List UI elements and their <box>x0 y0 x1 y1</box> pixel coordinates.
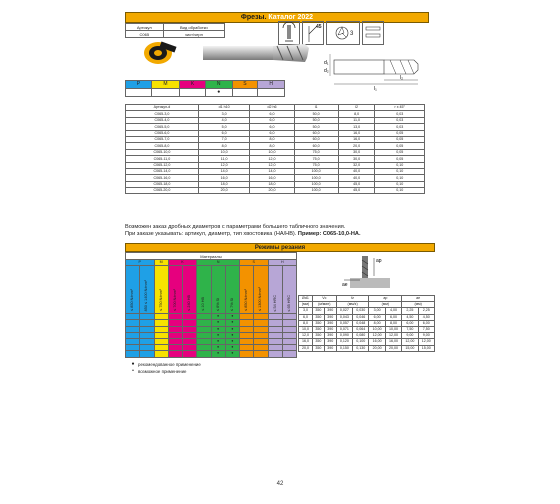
table-cell: 4,0 <box>198 117 250 123</box>
material-column-header <box>140 266 154 314</box>
parameter-cell: 6,00 <box>385 314 401 320</box>
parameter-cell: 12,0 <box>299 333 313 339</box>
unit-ae: (мм) <box>402 302 435 308</box>
parameter-cell: 8,00 <box>369 320 385 326</box>
table-cell: 6,0 <box>250 130 294 136</box>
parameter-cell: 9,00 <box>418 333 434 339</box>
table-cell: C065-14,0 <box>126 168 199 174</box>
table-cell: 75,0 <box>294 149 338 155</box>
table-cell: C065-20,0 <box>126 188 199 194</box>
parameter-cell: 6,00 <box>418 320 434 326</box>
col-l1: l1 <box>294 105 338 111</box>
parameter-cell: 350 <box>312 345 324 351</box>
parameter-cell: 16,0 <box>299 339 313 345</box>
parameter-cell: 350 <box>312 314 324 320</box>
table-cell: 10,0 <box>198 149 250 155</box>
material-column-label: ≤ 65 HRC <box>286 294 291 312</box>
table-cell: 16,0 <box>338 136 375 142</box>
parameter-cell: 350 <box>312 320 324 326</box>
parameter-cell: 6,0 <box>299 314 313 320</box>
material-column-header <box>197 266 211 314</box>
material-p: P <box>126 81 152 89</box>
svg-text:d₁: d₁ <box>324 60 329 66</box>
table-cell: 50,0 <box>294 124 338 130</box>
material-strip <box>125 80 285 97</box>
table-cell: 0,10 <box>375 181 425 187</box>
table-cell: 30,0 <box>338 156 375 162</box>
table-cell: 20,0 <box>198 188 250 194</box>
parameter-cell: 7,50 <box>418 326 434 332</box>
unit-ap: (мм) <box>369 302 402 308</box>
material-mark-cell <box>154 351 168 357</box>
parameter-cell: 4,00 <box>385 308 401 314</box>
material-column-label: ≤ 1300 N/mm² <box>258 287 263 312</box>
table-cell: 0,10 <box>375 188 425 194</box>
parameter-cell: 0,064 <box>353 326 369 332</box>
material-column-label: ≤ 6% Si <box>215 298 220 312</box>
table-cell: C065-6,0 <box>126 130 199 136</box>
parameter-cell: 8,00 <box>385 320 401 326</box>
table-cell: C065-12,0 <box>126 162 199 168</box>
parameter-cell: 20,00 <box>369 345 385 351</box>
parameter-cell: 12,00 <box>402 339 418 345</box>
material-column-label: ≤ 240 HB <box>187 295 192 312</box>
material-mark-cell <box>183 351 197 357</box>
parameter-cell: 0,150 <box>336 345 352 351</box>
col-d2: d2 h6 <box>250 105 294 111</box>
material-mark-cell: ● <box>225 332 239 338</box>
col-article: Артикул-d <box>126 105 199 111</box>
material-mark-cell: ● <box>211 314 225 320</box>
possible-text: возможное применение <box>138 369 187 374</box>
material-column-label: ≤ 850 N/mm² <box>130 289 135 312</box>
brand-logo-icon <box>140 38 180 68</box>
table-cell: 11,0 <box>338 117 375 123</box>
parameter-cell: 20,00 <box>385 345 401 351</box>
parameter-cell: 390 <box>324 326 336 332</box>
order-note-example: Пример: C065-10,0-HA. <box>297 231 361 237</box>
legend-item-possible <box>128 368 201 375</box>
parameter-cell: 0,071 <box>336 326 352 332</box>
material-mark-cell: ● <box>211 338 225 344</box>
table-cell: 0,10 <box>375 162 425 168</box>
possible-mark: • <box>132 368 134 374</box>
parameter-cell: 0,100 <box>353 339 369 345</box>
table-cell: C065-10,0 <box>126 149 199 155</box>
unit-d1: (мм) <box>299 302 313 308</box>
group-m: M <box>154 260 168 266</box>
flutes-count: 3 <box>350 31 354 37</box>
parameter-cell: 390 <box>324 308 336 314</box>
parameter-cell: 0,090 <box>336 333 352 339</box>
cutting-diagram <box>340 254 400 292</box>
table-cell: 18,0 <box>198 181 250 187</box>
material-column-header <box>183 266 197 314</box>
legend-item-recommended <box>128 361 201 368</box>
table-cell: 6,0 <box>250 111 294 117</box>
table-cell: 6,0 <box>250 124 294 130</box>
parameter-cell: 12,00 <box>385 333 401 339</box>
material-mark-cell: ● <box>225 326 239 332</box>
table-cell: 40,0 <box>338 175 375 181</box>
parameter-cell: 0,120 <box>336 339 352 345</box>
parameter-cell: 390 <box>324 314 336 320</box>
table-cell: 60,0 <box>294 130 338 136</box>
table-cell: 8,0 <box>338 111 375 117</box>
material-mark-cell: ● <box>211 332 225 338</box>
parameter-cell: 350 <box>312 326 324 332</box>
table-cell: C065-8,0 <box>126 143 199 149</box>
parameter-cell: 0,030 <box>353 308 369 314</box>
parameter-cell: 10,0 <box>299 326 313 332</box>
table-cell: C065-16,0 <box>126 175 199 181</box>
table-cell: 5,0 <box>198 124 250 130</box>
material-column-label: ≤ 850 N/mm² <box>244 289 249 312</box>
material-column-label: 850 ≤ 1400 N/mm² <box>144 279 149 312</box>
table-cell: 8,0 <box>198 143 250 149</box>
material-column-header <box>268 266 282 314</box>
parameter-cell: 10,00 <box>385 326 401 332</box>
parameter-cell: 16,00 <box>369 339 385 345</box>
parameter-cell: 390 <box>324 339 336 345</box>
material-column-header <box>126 266 140 314</box>
param-ae: ae <box>402 296 435 302</box>
cutter-photo <box>185 28 315 78</box>
tolerance-icon-box <box>362 21 384 45</box>
table-cell: C065-4,0 <box>126 117 199 123</box>
table-cell: 12,0 <box>250 156 294 162</box>
table-cell: 11,0 <box>198 156 250 162</box>
table-cell: 30,0 <box>338 149 375 155</box>
article-value: C065 <box>126 31 164 38</box>
material-s: S <box>232 81 258 89</box>
parameter-cell: 0,043 <box>336 314 352 320</box>
parameter-cell: 390 <box>324 333 336 339</box>
materials-label: Материалы <box>126 253 297 260</box>
parameter-cell: 0,130 <box>353 345 369 351</box>
table-cell: C065-18,0 <box>126 181 199 187</box>
article-header: Артикул <box>126 24 164 31</box>
table-cell: 14,0 <box>250 168 294 174</box>
parameter-cell: 12,00 <box>418 339 434 345</box>
material-column-label: ≤ 54 HRC <box>272 294 277 312</box>
param-vc: Vc <box>312 296 336 302</box>
table-cell: 60,0 <box>294 136 338 142</box>
parameter-cell: 20,0 <box>299 345 313 351</box>
table-cell: 0,03 <box>375 111 425 117</box>
table-cell: 50,0 <box>294 117 338 123</box>
table-cell: 20,0 <box>250 188 294 194</box>
group-s: S <box>240 260 269 266</box>
material-column-header <box>282 266 296 314</box>
dimension-table <box>125 104 425 194</box>
flutes-icon-box <box>326 21 360 45</box>
material-column-label: ≤ 750 N/mm² <box>158 289 163 312</box>
col-l2: l2 <box>338 105 375 111</box>
table-cell: 75,0 <box>294 156 338 162</box>
parameter-cell: 350 <box>312 339 324 345</box>
parameter-cell: 3,00 <box>369 308 385 314</box>
material-k: K <box>180 81 206 89</box>
table-cell: 6,0 <box>250 117 294 123</box>
material-column-header <box>211 266 225 314</box>
cutting-modes-header: Режимы резания <box>125 243 435 252</box>
parameter-cell: 350 <box>312 333 324 339</box>
col-r: r x 45° <box>375 105 425 111</box>
material-column-header <box>225 266 239 314</box>
diagram-ap-label: ap <box>376 258 382 264</box>
title-part2: Каталог 2022 <box>268 14 314 21</box>
table-cell: 45,0 <box>338 181 375 187</box>
material-mark-cell: ● <box>211 351 225 357</box>
order-note-prefix: При заказе указывать: артикул, диаметр, тип хвостовика (HA/HB). <box>125 231 297 237</box>
order-note <box>125 224 445 238</box>
unit-vc: (м/мин) <box>312 302 336 308</box>
material-mark-cell: ● <box>225 314 239 320</box>
table-cell: 16,0 <box>198 175 250 181</box>
table-cell: 100,0 <box>294 168 338 174</box>
svg-text:l₁: l₁ <box>374 86 377 92</box>
material-mark-cell <box>254 351 268 357</box>
material-mark-cell <box>126 351 140 357</box>
group-k: K <box>168 260 197 266</box>
table-cell: 100,0 <box>294 181 338 187</box>
table-cell: 14,0 <box>198 168 250 174</box>
recommended-mark: ● <box>131 361 135 367</box>
parameter-cell: 12,00 <box>369 333 385 339</box>
parameter-cell: 15,00 <box>418 345 434 351</box>
table-cell: 8,0 <box>250 143 294 149</box>
helix-angle-value: 45 <box>316 24 322 30</box>
table-cell: 18,0 <box>250 181 294 187</box>
table-cell: 0,10 <box>375 175 425 181</box>
group-h: H <box>268 260 297 266</box>
material-mark-cell: ● <box>211 345 225 351</box>
material-mark-cell <box>268 351 282 357</box>
cutter-technical-drawing <box>320 50 432 98</box>
table-cell: 50,0 <box>294 111 338 117</box>
parameter-cell: 0,046 <box>353 314 369 320</box>
parameter-cell: 0,048 <box>353 320 369 326</box>
page-number: 42 <box>276 481 284 487</box>
material-column-header <box>168 266 182 314</box>
table-cell: 60,0 <box>294 143 338 149</box>
processing-header: Вид обработки <box>163 24 224 31</box>
order-note-line2 <box>125 231 445 238</box>
material-column-label: ≤ 700 N/mm² <box>172 289 177 312</box>
table-cell: 12,0 <box>198 162 250 168</box>
legend <box>128 361 201 375</box>
parameter-cell: 2,25 <box>402 308 418 314</box>
parameter-cell: 350 <box>312 308 324 314</box>
material-mark-cell <box>282 351 296 357</box>
table-cell: 0,05 <box>375 143 425 149</box>
table-cell: 12,0 <box>250 162 294 168</box>
material-column-label: ≤ 7% Si <box>229 298 234 312</box>
material-column-label: ≤ 10 HB <box>201 297 206 312</box>
diagram-ae-label: ae <box>342 282 348 288</box>
table-row <box>126 188 425 194</box>
table-cell: 16,0 <box>250 175 294 181</box>
material-mark-cell: ● <box>225 351 239 357</box>
parameter-cell: 16,00 <box>385 339 401 345</box>
parameter-cell: 0,057 <box>336 320 352 326</box>
table-cell: C065-7,0 <box>126 136 199 142</box>
col-d1: d1 h10 <box>198 105 250 111</box>
table-cell: 6,0 <box>198 130 250 136</box>
parameter-cell: 390 <box>324 345 336 351</box>
material-mark-cell: ● <box>225 345 239 351</box>
param-d1: Ød1 <box>299 296 313 302</box>
material-column-header <box>240 266 254 314</box>
material-mark-cell <box>197 351 211 357</box>
parameter-cell: 6,00 <box>369 314 385 320</box>
group-p: P <box>126 260 155 266</box>
parameter-cell: 10,00 <box>369 326 385 332</box>
table-cell: 10,0 <box>250 149 294 155</box>
parameter-cell: 6,00 <box>402 320 418 326</box>
table-cell: 20,0 <box>338 143 375 149</box>
material-mark-cell: ● <box>225 338 239 344</box>
table-cell: 0,03 <box>375 117 425 123</box>
parameter-cell: 3,0 <box>299 308 313 314</box>
material-mark-cell: ● <box>211 320 225 326</box>
table-cell: 40,0 <box>338 168 375 174</box>
parameter-cell: 4,50 <box>418 314 434 320</box>
parameter-row <box>299 345 435 351</box>
tolerance-icon <box>363 22 383 44</box>
table-cell: 45,0 <box>338 188 375 194</box>
material-mark-cell <box>140 351 154 357</box>
table-cell: 100,0 <box>294 175 338 181</box>
parameter-cell: 4,50 <box>402 314 418 320</box>
parameter-cell: 0,027 <box>336 308 352 314</box>
materials-row <box>126 351 297 357</box>
page-title <box>126 14 428 21</box>
cutting-materials-table <box>125 252 297 358</box>
svg-text:d₂: d₂ <box>324 68 329 74</box>
param-ap: ap <box>369 296 402 302</box>
recommended-text: рекомендованное применение <box>138 362 201 367</box>
table-cell: 0,05 <box>375 156 425 162</box>
parameter-cell: 2,25 <box>418 308 434 314</box>
material-n: N <box>205 81 232 89</box>
material-mark-cell: ● <box>225 320 239 326</box>
table-cell: 0,03 <box>375 124 425 130</box>
table-cell: 8,0 <box>250 136 294 142</box>
material-m: M <box>151 81 179 89</box>
table-cell: 0,05 <box>375 149 425 155</box>
parameter-cell: 15,00 <box>402 345 418 351</box>
cutting-parameters-table <box>298 295 435 352</box>
table-cell: 100,0 <box>294 188 338 194</box>
table-cell: C065-11,0 <box>126 156 199 162</box>
parameter-cell: 390 <box>324 320 336 326</box>
material-mark-cell <box>240 351 254 357</box>
table-cell: 32,0 <box>338 162 375 168</box>
material-column-header <box>154 266 168 314</box>
order-note-line1: Возможен заказ дробных диаметров с параметрами большего табличного значения. <box>125 224 346 230</box>
parameter-cell: 9,00 <box>402 333 418 339</box>
parameter-cell: 8,0 <box>299 320 313 326</box>
material-mark-cell <box>168 351 182 357</box>
table-cell: 0,10 <box>375 168 425 174</box>
table-cell: 13,0 <box>338 124 375 130</box>
param-fz: fz <box>336 296 369 302</box>
parameter-cell: 0,080 <box>353 333 369 339</box>
table-cell: 3,0 <box>198 111 250 117</box>
group-n: N <box>197 260 240 266</box>
unit-fz: (мм/z) <box>336 302 369 308</box>
table-cell: C065-5,0 <box>126 124 199 130</box>
table-cell: 7,0 <box>198 136 250 142</box>
table-cell: 0,05 <box>375 130 425 136</box>
parameter-cell: 7,50 <box>402 326 418 332</box>
table-cell: 16,0 <box>338 130 375 136</box>
material-column-header <box>254 266 268 314</box>
table-cell: 75,0 <box>294 162 338 168</box>
processing-value: чист/черн <box>163 31 224 38</box>
table-cell: C065-3,0 <box>126 111 199 117</box>
material-h: H <box>258 81 285 89</box>
svg-text:l₂: l₂ <box>400 75 404 81</box>
material-n-mark: ● <box>205 89 232 97</box>
material-mark-cell: ● <box>211 326 225 332</box>
table-cell: 0,05 <box>375 136 425 142</box>
title-part1: Фрезы. <box>240 14 267 21</box>
